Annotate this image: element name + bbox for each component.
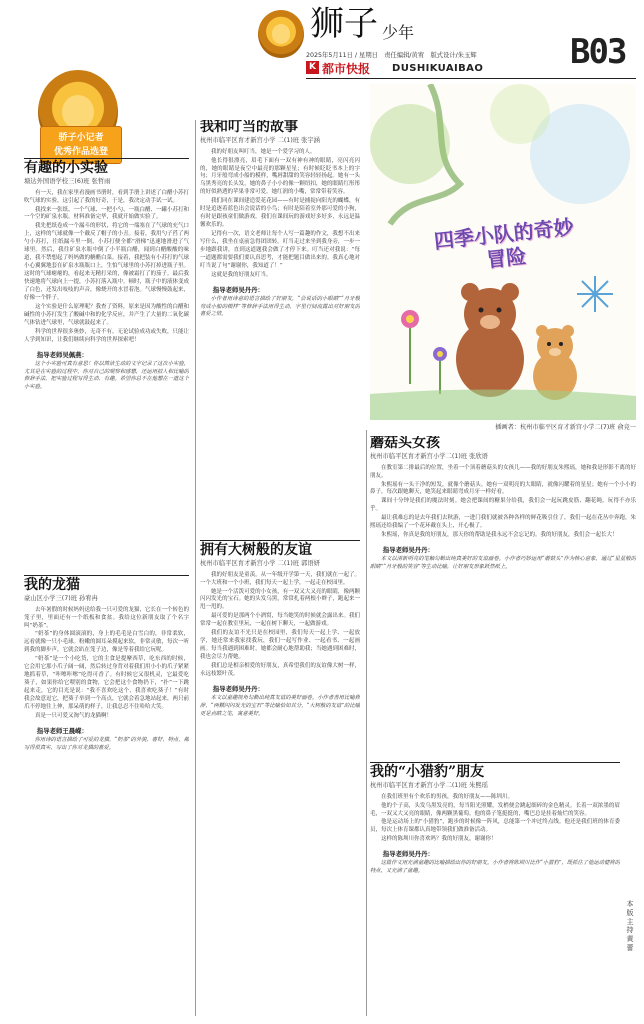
article-paragraph: 他是运动场上的“小猎豹”，跑步的时候像一阵风，总能第一个冲过终点线。他还是我们班的体育委员，每次上体育课都认真地带领我们做准备活动。 <box>370 819 620 834</box>
article-byline: 豪山区小学三(7)班 孙宥冉 <box>24 595 98 603</box>
article-byline: 杭州市临平区育才新宫小学二(1)班 朱熙瑶 <box>370 782 488 790</box>
teacher-comment: 本文以清新明亮的笔触勾勒出纯真美好的友谊画卷。小作者巧妙运用“蘑菇头”作为核心意象，通过“星星般的眼睛”“月牙般的笑容”等生动比喻，让好朋友形象跃然纸上。 <box>370 556 636 570</box>
article-title: 有趣的小实验 <box>24 160 108 176</box>
teacher-comment: 你用诗的语言描绘了可爱的龙猫，“奶茶”的外貌、喜好、特点，都写得很真实，写出了你对龙猫的喜爱。 <box>24 737 189 751</box>
article-paragraph: 在我们班里有个欢乐的男孩，我的好朋友——陈圳川。 <box>381 793 514 800</box>
teacher-comment: 本文以童趣视角勾勒出纯真友谊的美好画卷。小作者善用比喻修辞，“两颗闪闪发光的宝石”等比喻恰如其分，“大树般的友谊”的比喻更是点睛之笔，寓意美好。 <box>200 695 360 717</box>
header-lion-logo <box>258 10 304 58</box>
article-paragraph: “奶茶”的身体圆滚滚的，身上的毛毛是白雪白的，非常柔软，远看就像一只小毛球。粉嫩的圆耳朵摸起来软，非常灵敏，每次一听到我的脚步声，它就会趴在笼子边，像是等着我给它玩呢。 <box>24 631 189 654</box>
article-paragraph: 我们同在课间建造爱花花园——有时是捕捉向阳光的蝴蝶，有时是追逐着蓝色出会说话的小鸟；有时是陪着室外那可爱的小狗，有时是跟孩童们做游戏。我们在课间玩的游戏好多好多，永远是温馨欢乐的。 <box>200 198 360 229</box>
article-title: 我和叮当的故事 <box>200 120 298 135</box>
column-divider-2 <box>366 430 367 1016</box>
article-experiment <box>24 158 189 570</box>
article-body <box>200 572 360 680</box>
header-brand-icon: K <box>306 61 319 74</box>
article-title: 我的“小猎豹”朋友 <box>370 764 485 780</box>
article-paragraph: 他的个子高，头发乌黑发亮的，每当阳光照耀，发梢便会跳起细碎的金色精灵。长着一双浓墨的眉毛，一双又大又亮的眼睛，像两颗黑葡萄。他的鼻子笔挺挺的，嘴巴总是挂着灿烂的笑容。 <box>370 802 620 817</box>
header-date-info: 2025年5月11日 / 星期日 责任编辑/黄宥 版式设计/朱玉辉 <box>306 52 477 59</box>
illustration <box>370 84 636 420</box>
article-body <box>370 465 636 541</box>
article-rule <box>24 575 189 576</box>
article-body <box>24 607 189 722</box>
article-byline: 杭州市临平区育才新宫小学 二(1)班 郭语妍 <box>200 560 320 568</box>
article-paragraph: 这样的陈圳川你喜欢吗？我的好朋友，谢谢你！ <box>381 836 497 843</box>
teacher-comment-label: 指导老师吴丹丹： <box>382 546 434 555</box>
article-byline: 塘达外国语学校三(6)班 张哲雨 <box>24 178 111 186</box>
article-title: 蘑菇头女孩 <box>370 436 440 451</box>
article-paragraph: “奶茶”是一个小吃货，它的主食是提摩西草，吃东西的时候，它会用它那小爪子阔一阔，然后转过身背对着我们用小小的爪子紧紧地抓着草，“咔嚓咔嚓”吃得可香了。有时候它又很机灵，它最爱吃葵子，如果你给它喂别的食物，它会把这个食物扔下，“扑”一下跳起来走，它的目光是说：“我不喜欢吃这个，我喜欢吃葵子！”有时我会故意逗它，把葵子举到一个高点，它就会着急地站起来，两只前爪不停地往上伸，那呆萌的样子，让我总忍不住哈哈大笑。 <box>24 656 189 711</box>
article-paragraph: 朱熙瑶，你真是我的好朋友，那天你的帮助是我永远不会忘记的。我的好朋友，我们会一起长大！ <box>381 532 618 539</box>
header-title-main: 狮子 <box>310 4 378 44</box>
teacher-comment-label: 指导老师吴丹丹： <box>212 685 264 694</box>
article-mushroom-girl <box>370 436 636 756</box>
article-paragraph: 这就是我的好朋友叮当。 <box>211 272 272 279</box>
article-paragraph: 我的好朋友是童羡，从一年级开学第一天，我们就在一起了。一个大班和一个小班，我们每天一起上学，一起走在校园里。 <box>200 571 360 586</box>
article-body <box>200 149 360 281</box>
article-byline: 杭州市临平区育才新宫小学二(1)班 张欣语 <box>370 453 488 461</box>
illustration-caption: 插画者：杭州市临平区育才新宫小学二(7)班 俞竞一 <box>495 424 636 431</box>
teacher-comment-label: 指导老师吴丹丹： <box>382 850 434 859</box>
teacher-comment-label: 指导老师吴佩燕： <box>36 350 88 359</box>
teacher-comment: 这篇作文用充满童趣的比喻描绘出你的好朋友。小作者将陈圳川比作“小猎豹”，既抓住了他运动健将的特点，又充满了童趣。 <box>370 860 620 875</box>
article-tree-friendship <box>200 540 360 1017</box>
header-title-sub: 少年 <box>382 23 415 42</box>
article-paragraph: 最可爱的是那两个小酒窝，每当她笑的时候就会露出来。我们常常一起在教室里玩，一起在树下聊天，一起做游戏。 <box>200 613 360 628</box>
article-paragraph: 科学的世界很多奥妙，无奇不有。无论试验成功或失败，只能让人学到知识，让我们继续向科学的世界探索吧！ <box>24 329 189 343</box>
article-body <box>24 190 189 345</box>
article-paragraph: 真是一只可爱又淘气的龙猫啊！ <box>35 713 113 720</box>
article-paragraph: 他长得很漂亮，眉毛下面有一双有神有神的眼睛，亮闪亮闪的，她的眼睛是夜空中最亮的那颗星星；有时候眨眨书本上的字句；月牙般弯成小船的模样，嘴唇甜甜的笑容轻轻扬起。她有一头乌黑秀亮的长头发，她的鼻子小小的像一颗纽扣，她的眼睛红彤彤的好似熟透的苹果非常可爱。她红润的小嘴，常常带着笑容。 <box>200 157 360 196</box>
article-title: 拥有大树般的友谊 <box>200 542 312 558</box>
article-paragraph: 我们的友谊不光只是在校园里，我们每天一起上学、一起放学，她还常来我家找我玩，我们一起写作业、一起看书、一起画画。每当我遇到困难时，她都会耐心地帮助我；当她遇到困难时，我也会尽力帮她。 <box>200 630 360 661</box>
article-paragraph: 我先把纸卷成一个漏斗的形状，将它的一端塞在了气球的充气口上，这样的气球就像一个戴反了帽子的小丑。接着，我用勺子舀了两勺小苏打，往纸漏斗里一倒，小苏打便全都“滑梯”迅速地滑进了气球里。然后，我往矿泉水瓶中倒了小半瓶白醋，闻到白醋酸酸的味道，我不禁想起了妈妈做的糖醋白菜。接着，我把装有小苏打的气球小心翼翼地套在矿泉水瓶瓶口上，生怕气球里的小苏打掉进瓶子里。这时的气球瘪瘪的，看起来无精打采的，像被霜打了的茄子。最后我快速地将气球向上一提，小苏打落入瓶中。顿时，瓶子中的液体变成了白色，还发出吱吱的声音，像烧开的水冒着泡。气球慢慢鼓起来，好像一个胖子。 <box>24 223 189 302</box>
article-chinchilla <box>24 575 189 1017</box>
article-paragraph: 这个实验是什么原理呢？我查了资料，原来是因为酸性的白醋和碱性的小苏打发生了酸碱中和的化学反应，并产生了大量的二氧化碳气体钻进气球里，气球就鼓起来了。 <box>24 304 189 327</box>
teacher-comment-label: 指导老师吴丹丹： <box>212 286 264 295</box>
header-brand-pinyin: DUSHIKUAIBAO <box>392 63 484 74</box>
article-dingdang <box>200 120 360 492</box>
article-paragraph: 我找来一张纸、一个气球、一把小勺、一瓶白醋、一罐小苏打和一个空的矿泉水瓶。材料准备完毕，我就开始做实验了。 <box>24 206 189 221</box>
article-paragraph: 我的好朋友叫叮当，她是一个爱学习的人。 <box>211 148 316 155</box>
illustration-title: 四季小队的奇妙冒险 <box>432 214 575 272</box>
article-rule <box>370 762 620 763</box>
article-paragraph: 记得有一次，语文老师让每个人写一篇趣的作文，我想不出来写什么，我坐在桌前急得团团转。叮当走过来坐到我身旁，一步一步地跟我讲，直到这道题我会做了才停下来。叮当还对我说：“每一道题都需要我们要认真思考，才能把题目做出来的。我真心地对叮当说了句“谢谢你，我知道了！” <box>200 231 360 270</box>
article-paragraph: 在教室第二排最后的位置，坐着一个顶着蘑菇头的女孩儿——我的好朋友朱熙瑶，她和我是形影不离的好朋友。 <box>370 464 636 479</box>
article-rule <box>24 158 189 159</box>
teacher-comment: 小作者用诗意的语言描绘了好朋友，“会说话的小眼睛”“月牙般弯成小船的模样”等修辞手法用得生动，字里行间流露出对好朋友的喜爱之情。 <box>200 296 360 318</box>
editor-sidebar: 本版主持 黄蕾 <box>626 900 634 952</box>
badge-line1: 骄子小记者 <box>58 133 104 143</box>
article-paragraph: 有一天，我在家里看漫画书册时，看到手册上讲述了白醋小苏打吹气球的实验，这引起了我的好奇，于是，我决定动手试一试。 <box>24 189 189 204</box>
article-paragraph: 她是一个活泼可爱的小女孩，有一双又大又亮的眼睛，像两颗闪闪发光的宝石。她的头发乌黑，常常扎着两根小辫子，跑起来一甩一甩的。 <box>200 588 360 611</box>
article-paragraph: 我们总是相亲相爱的好朋友，真希望我们的友谊像大树一样，永远枝繁叶茂。 <box>200 663 360 678</box>
teacher-comment: 这个小实验可真有意思！你以简洁生动的文字记录了这次小实验，尤其是在实验的过程中，你对自己的观察和感想，还运用拟人和比喻的修辞手法，把实验过程写得生动、有趣。希望你总不在他想在一道这个小实验。 <box>24 360 189 390</box>
teacher-comment-label: 指导老师王晨嵘： <box>36 727 88 736</box>
badge-line2: 优秀作品选登 <box>53 146 108 157</box>
article-paragraph: 最让我难忘的是去年我们去秋游，一进门我们就被各种各样的鲜花吸引住了，我们一起在花丛中奔跑，朱熙瑶还给我编了一个花环戴在头上，开心极了。 <box>370 515 636 530</box>
article-byline: 杭州市临平区育才新宫小学 二(1)班 张宇涵 <box>200 137 320 145</box>
column-divider-1 <box>195 120 196 1016</box>
article-body <box>370 794 620 845</box>
article-little-cheetah <box>370 762 620 1017</box>
article-title: 我的龙猫 <box>24 577 80 593</box>
article-paragraph: 去年暑假的时候妈妈送给我一只可爱的龙猫，它长在一个转色的笼子里，里面还有一个纸板和食盆。我给这位新朋友取了个名字叫“奶茶”。 <box>24 606 189 629</box>
header-page-code: B03 <box>570 32 626 72</box>
header-brand: 都市快报 <box>322 62 371 76</box>
article-rule <box>200 540 360 541</box>
article-paragraph: 课间十分钟是我们的魔法时刻。她会把课间的糖果分给我，我们会一起玩跳皮筋、翻花绳，玩得不亦乐乎。 <box>370 498 636 513</box>
article-paragraph: 朱熙瑶有一头干净的短发，就像个蘑菇头。她有一双明亮的大眼睛，就像闪耀着的星星；她有一个小小的鼻子，每次跟她聊天，她笑起来眼睛弯成月牙一样好看。 <box>370 481 636 496</box>
header-rule <box>306 78 636 79</box>
